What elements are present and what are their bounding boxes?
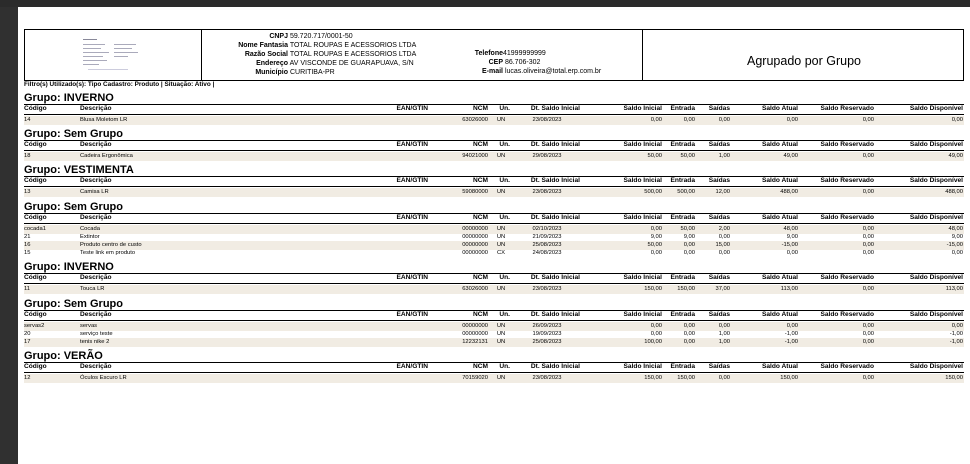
- endereco-label: Endereço: [256, 60, 288, 67]
- cell-sai: 15,00: [715, 242, 730, 248]
- cell-un: UN: [496, 330, 506, 337]
- group-title: Grupo: VERÃO: [24, 350, 103, 363]
- header-saldo-disponivel: Saldo Disponível: [909, 177, 963, 185]
- report-header: [24, 29, 964, 81]
- cell-descricao: servas: [80, 322, 98, 329]
- header-ean: EAN/GTIN: [396, 141, 428, 149]
- group-title: Grupo: VESTIMENTA: [24, 164, 134, 177]
- cell-un: UN: [496, 322, 506, 329]
- header-entrada: Entrada: [670, 105, 695, 112]
- cell-ent: 0,00: [683, 250, 695, 257]
- header-ncm: NCM: [472, 274, 488, 282]
- cell-sd: 0,00: [951, 250, 963, 257]
- cell-ent: 0,00: [683, 322, 695, 329]
- table-row: [24, 116, 964, 125]
- company-logo: [80, 35, 144, 75]
- cell-sd: 9,00: [951, 233, 963, 240]
- cell-dt: 23/08/2023: [532, 375, 562, 382]
- header-saldo-atual: Saldo Atual: [761, 105, 798, 112]
- cell-ent: 150,00: [677, 375, 695, 382]
- cell-un: CX: [496, 250, 506, 257]
- cell-ent: 50,00: [680, 225, 695, 232]
- cell-dt: 29/08/2023: [532, 153, 562, 160]
- cell-ncm: 00000000: [462, 330, 488, 337]
- telefone-value: 41999999999: [503, 50, 546, 57]
- header-saldo-reservado: Saldo Reservado: [820, 363, 874, 371]
- cell-sr: 0,00: [862, 330, 874, 337]
- header-saldo-inicial: Saldo Inicial: [623, 177, 662, 185]
- group-title: Grupo: INVERNO: [24, 92, 114, 104]
- header-codigo: Código: [24, 141, 47, 149]
- telefone-label: Telefone: [474, 50, 503, 57]
- cell-si: 0,00: [650, 330, 662, 337]
- cell-si: 150,00: [644, 286, 662, 293]
- report-title-cell: [642, 30, 965, 80]
- header-un: Un.: [499, 141, 510, 149]
- header-saidas: Saídas: [708, 363, 730, 371]
- table-header: [24, 213, 964, 224]
- cell-sai: 0,00: [718, 250, 730, 257]
- header-codigo: Código: [24, 363, 47, 371]
- cell-sai: 1,00: [718, 153, 730, 160]
- header-saidas: Saídas: [708, 274, 730, 282]
- cell-sai: 1,00: [718, 339, 730, 345]
- cell-sa: 113,00: [780, 286, 798, 293]
- cell-si: 9,00: [650, 233, 662, 240]
- cell-un: UN: [496, 117, 506, 123]
- cell-un: UN: [496, 339, 506, 345]
- cell-descricao: Touca LR: [80, 286, 105, 293]
- table-header: [24, 104, 964, 115]
- header-entrada: Entrada: [670, 213, 695, 221]
- header-descricao: Descrição: [80, 363, 112, 371]
- header-saldo-disponivel: Saldo Disponível: [909, 213, 963, 221]
- cell-ent: 0,00: [683, 339, 695, 345]
- header-ean: EAN/GTIN: [396, 213, 428, 221]
- cell-codigo: 11: [24, 286, 31, 293]
- cell-dt: 24/08/2023: [532, 250, 562, 257]
- cell-dt: 19/09/2023: [532, 330, 562, 337]
- header-dt-saldo: Dt. Saldo Inicial: [530, 177, 580, 185]
- cell-dt: 23/08/2023: [532, 117, 562, 123]
- header-ean: EAN/GTIN: [396, 363, 428, 371]
- header-ncm: NCM: [472, 141, 488, 149]
- cell-si: 150,00: [644, 375, 662, 382]
- header-un: Un.: [499, 105, 510, 112]
- cell-sd: 0,00: [951, 117, 963, 123]
- cell-sr: 0,00: [862, 189, 874, 196]
- cell-ent: 0,00: [683, 117, 695, 123]
- cell-sr: 0,00: [862, 339, 874, 345]
- cell-dt: 25/08/2023: [532, 339, 562, 345]
- header-saldo-disponivel: Saldo Disponível: [909, 310, 963, 318]
- cell-sr: 0,00: [862, 225, 874, 232]
- cell-si: 100,00: [644, 339, 662, 345]
- header-saldo-inicial: Saldo Inicial: [623, 213, 662, 221]
- cell-sr: 0,00: [862, 322, 874, 329]
- cell-dt: 25/08/2023: [532, 242, 562, 248]
- cell-sa: 48,00: [783, 225, 798, 232]
- cell-sa: 0,00: [786, 117, 798, 123]
- cell-si: 50,00: [647, 153, 662, 160]
- cell-ncm: 70159020: [462, 375, 488, 382]
- cell-sd: 49,00: [948, 153, 963, 160]
- header-saldo-inicial: Saldo Inicial: [623, 105, 662, 112]
- cell-sr: 0,00: [862, 117, 874, 123]
- cell-ncm: 00000000: [462, 225, 488, 232]
- header-saldo-atual: Saldo Atual: [761, 141, 798, 149]
- header-saidas: Saídas: [708, 310, 730, 318]
- cell-si: 0,00: [650, 225, 662, 232]
- cell-un: UN: [496, 153, 506, 160]
- cell-un: UN: [496, 233, 506, 240]
- group-title: Grupo: Sem Grupo: [24, 200, 123, 213]
- header-entrada: Entrada: [670, 310, 695, 318]
- cell-sai: 37,00: [715, 286, 730, 293]
- header-saldo-reservado: Saldo Reservado: [820, 141, 874, 149]
- cep-value: 86.706-302: [504, 59, 541, 66]
- header-dt-saldo: Dt. Saldo Inicial: [530, 310, 580, 318]
- header-codigo: Código: [24, 274, 47, 282]
- header-ncm: NCM: [472, 105, 488, 112]
- cell-sai: 1,00: [718, 330, 730, 337]
- municipio-value: CURITIBA-PR: [289, 69, 335, 76]
- cell-sai: 0,00: [718, 322, 730, 329]
- cell-codigo: 18: [24, 153, 31, 160]
- header-saldo-atual: Saldo Atual: [761, 213, 798, 221]
- table-row: [24, 285, 964, 294]
- cell-codigo: 12: [24, 375, 31, 382]
- cell-sa: 49,00: [783, 153, 798, 160]
- table-row: [24, 152, 964, 161]
- cell-sd: 0,00: [951, 322, 963, 329]
- cell-codigo: 20: [24, 330, 31, 337]
- header-ncm: NCM: [472, 363, 488, 371]
- header-saidas: Saídas: [708, 141, 730, 149]
- cell-dt: 23/08/2023: [532, 189, 562, 196]
- cell-sa: 150,00: [780, 375, 798, 382]
- cell-sr: 0,00: [862, 250, 874, 257]
- header-descricao: Descrição: [80, 141, 112, 149]
- header-entrada: Entrada: [670, 177, 695, 185]
- cell-sa: 0,00: [786, 250, 798, 257]
- header-un: Un.: [499, 274, 510, 282]
- header-saldo-inicial: Saldo Inicial: [623, 310, 662, 318]
- company-info: [201, 32, 641, 80]
- cell-descricao: Cocada: [80, 225, 100, 232]
- header-saldo-inicial: Saldo Inicial: [623, 141, 662, 149]
- email-label: E-mail: [481, 68, 503, 75]
- header-ncm: NCM: [472, 213, 488, 221]
- cell-descricao: Extintor: [80, 233, 100, 240]
- endereco-value: AV VISCONDE DE GUARAPUAVA, S/N: [289, 60, 414, 67]
- cell-sd: -15,00: [946, 242, 963, 248]
- header-codigo: Código: [24, 177, 47, 185]
- table-header: [24, 310, 964, 321]
- cell-ent: 150,00: [677, 286, 695, 293]
- email-value: lucas.oliveira@total.erp.com.br: [504, 68, 602, 75]
- header-saldo-reservado: Saldo Reservado: [820, 310, 874, 318]
- cell-ncm: 00000000: [462, 233, 488, 240]
- cell-descricao: tenis nike 2: [80, 339, 110, 345]
- cell-sr: 0,00: [862, 286, 874, 293]
- fantasia-value: TOTAL ROUPAS E ACESSORIOS LTDA: [289, 42, 417, 49]
- cell-sai: 2,00: [718, 225, 730, 232]
- header-un: Un.: [499, 310, 510, 318]
- cell-sr: 0,00: [862, 242, 874, 248]
- fantasia-label: Nome Fantasia: [238, 42, 288, 49]
- table-header: [24, 176, 964, 187]
- header-saldo-inicial: Saldo Inicial: [623, 363, 662, 371]
- cell-dt: 26/09/2023: [532, 322, 562, 329]
- group-title: Grupo: Sem Grupo: [24, 297, 123, 310]
- cell-sa: -1,00: [784, 330, 798, 337]
- header-codigo: Código: [24, 213, 47, 221]
- cell-ncm: 63026000: [462, 286, 488, 293]
- header-saldo-disponivel: Saldo Disponível: [909, 105, 963, 112]
- header-saldo-disponivel: Saldo Disponível: [909, 363, 963, 371]
- table-row: [24, 338, 964, 347]
- cell-si: 0,00: [650, 250, 662, 257]
- cell-un: UN: [496, 286, 506, 293]
- cell-sr: 0,00: [862, 233, 874, 240]
- cell-un: UN: [496, 242, 506, 248]
- razao-label: Razão Social: [244, 51, 288, 58]
- cell-codigo: 15: [24, 250, 31, 257]
- cell-codigo: cocada1: [24, 225, 46, 232]
- header-saldo-disponivel: Saldo Disponível: [909, 274, 963, 282]
- header-ean: EAN/GTIN: [396, 105, 428, 112]
- header-entrada: Entrada: [670, 363, 695, 371]
- filter-text: Filtro(s) Utilizado(s): Tipo Cadastro: Produto | Situação: Ativo |: [24, 81, 215, 88]
- header-saldo-reservado: Saldo Reservado: [820, 177, 874, 185]
- header-dt-saldo: Dt. Saldo Inicial: [530, 274, 580, 282]
- cell-ent: 0,00: [683, 330, 695, 337]
- table-header: [24, 140, 964, 151]
- cell-codigo: 13: [24, 189, 31, 196]
- cell-si: 500,00: [644, 189, 662, 196]
- header-descricao: Descrição: [80, 105, 112, 112]
- cell-ent: 500,00: [677, 189, 695, 196]
- cell-ncm: 63026000: [462, 117, 488, 123]
- cell-codigo: servas2: [24, 322, 45, 329]
- cell-sa: -1,00: [784, 339, 798, 345]
- table-row: [24, 249, 964, 258]
- cell-dt: 02/10/2023: [532, 225, 562, 232]
- cell-descricao: Cadeira Ergonômica: [80, 153, 133, 160]
- header-codigo: Código: [24, 105, 47, 112]
- cell-sa: 0,00: [786, 322, 798, 329]
- header-saidas: Saídas: [708, 177, 730, 185]
- cell-ncm: 00000000: [462, 322, 488, 329]
- cell-dt: 23/08/2023: [532, 286, 562, 293]
- header-ncm: NCM: [472, 177, 488, 185]
- header-descricao: Descrição: [80, 310, 112, 318]
- header-descricao: Descrição: [80, 274, 112, 282]
- header-saldo-atual: Saldo Atual: [761, 363, 798, 371]
- municipio-label: Município: [255, 69, 288, 76]
- cell-sai: 0,00: [718, 233, 730, 240]
- cell-descricao: Blusa Moletom LR: [80, 117, 128, 123]
- cell-codigo: 16: [24, 242, 31, 248]
- cell-descricao: Teste link em produto: [80, 250, 136, 257]
- cnpj-value: 59.720.717/0001-50: [289, 33, 353, 40]
- header-entrada: Entrada: [670, 274, 695, 282]
- cell-sa: 488,00: [780, 189, 798, 196]
- cell-descricao: Produto centro de custo: [80, 242, 142, 248]
- cell-un: UN: [496, 225, 506, 232]
- cell-sai: 12,00: [715, 189, 730, 196]
- header-dt-saldo: Dt. Saldo Inicial: [530, 363, 580, 371]
- header-un: Un.: [499, 177, 510, 185]
- cell-sr: 0,00: [862, 153, 874, 160]
- header-un: Un.: [499, 363, 510, 371]
- header-saldo-atual: Saldo Atual: [761, 310, 798, 318]
- cell-dt: 21/09/2023: [532, 233, 562, 240]
- header-un: Un.: [499, 213, 510, 221]
- header-saldo-reservado: Saldo Reservado: [820, 213, 874, 221]
- cell-sr: 0,00: [862, 375, 874, 382]
- cell-si: 0,00: [650, 117, 662, 123]
- cell-si: 50,00: [647, 242, 662, 248]
- table-row: [24, 188, 964, 197]
- header-ncm: NCM: [472, 310, 488, 318]
- cep-label: CEP: [488, 59, 503, 66]
- group-title: Grupo: Sem Grupo: [24, 128, 123, 141]
- header-saldo-disponivel: Saldo Disponível: [909, 141, 963, 149]
- cell-sd: 150,00: [945, 375, 963, 382]
- cell-ent: 50,00: [680, 153, 695, 160]
- cell-sa: -15,00: [781, 242, 798, 248]
- header-ean: EAN/GTIN: [396, 177, 428, 185]
- cell-codigo: 14: [24, 117, 31, 123]
- cell-sd: 113,00: [945, 286, 963, 293]
- group-title: Grupo: INVERNO: [24, 261, 114, 274]
- header-saldo-atual: Saldo Atual: [761, 274, 798, 282]
- header-saldo-inicial: Saldo Inicial: [623, 274, 662, 282]
- header-saldo-reservado: Saldo Reservado: [820, 105, 874, 112]
- cell-sai: 0,00: [718, 375, 730, 382]
- cell-sai: 0,00: [718, 117, 730, 123]
- header-saidas: Saídas: [708, 105, 730, 112]
- header-dt-saldo: Dt. Saldo Inicial: [530, 105, 580, 112]
- cell-descricao: Camisa LR: [80, 189, 109, 196]
- table-row: [24, 374, 964, 383]
- report-page: [18, 7, 970, 464]
- viewer-top-bar: [0, 0, 970, 7]
- cell-descricao: Óculos Escuro LR: [80, 375, 127, 382]
- header-saldo-reservado: Saldo Reservado: [820, 274, 874, 282]
- cell-ncm: 94021000: [462, 153, 488, 160]
- report-title: Agrupado por Grupo: [747, 54, 861, 68]
- cell-ncm: 00000000: [462, 250, 488, 257]
- cell-codigo: 21: [24, 233, 31, 240]
- header-saidas: Saídas: [708, 213, 730, 221]
- cell-ncm: 12232131: [462, 339, 488, 345]
- razao-value: TOTAL ROUPAS E ACESSORIOS LTDA: [289, 51, 417, 58]
- cell-sd: -1,00: [949, 339, 963, 345]
- cell-descricao: serviço teste: [80, 330, 113, 337]
- cell-ent: 0,00: [683, 242, 695, 248]
- header-codigo: Código: [24, 310, 47, 318]
- cell-sa: 9,00: [786, 233, 798, 240]
- header-saldo-atual: Saldo Atual: [761, 177, 798, 185]
- header-descricao: Descrição: [80, 213, 112, 221]
- cell-ncm: 00000000: [462, 242, 488, 248]
- header-entrada: Entrada: [670, 141, 695, 149]
- cell-un: UN: [496, 189, 506, 196]
- table-header: [24, 362, 964, 373]
- cell-codigo: 17: [24, 339, 31, 345]
- table-header: [24, 273, 964, 284]
- header-ean: EAN/GTIN: [396, 274, 428, 282]
- cnpj-label: CNPJ: [269, 33, 288, 40]
- cell-un: UN: [496, 375, 506, 382]
- header-dt-saldo: Dt. Saldo Inicial: [530, 141, 580, 149]
- cell-si: 0,00: [650, 322, 662, 329]
- cell-sd: 48,00: [948, 225, 963, 232]
- cell-ent: 9,00: [683, 233, 695, 240]
- cell-sd: -1,00: [949, 330, 963, 337]
- cell-ncm: 59080000: [462, 189, 488, 196]
- header-dt-saldo: Dt. Saldo Inicial: [530, 213, 580, 221]
- header-ean: EAN/GTIN: [396, 310, 428, 318]
- cell-sd: 488,00: [945, 189, 963, 196]
- logo-cell: [25, 30, 202, 80]
- header-descricao: Descrição: [80, 177, 112, 185]
